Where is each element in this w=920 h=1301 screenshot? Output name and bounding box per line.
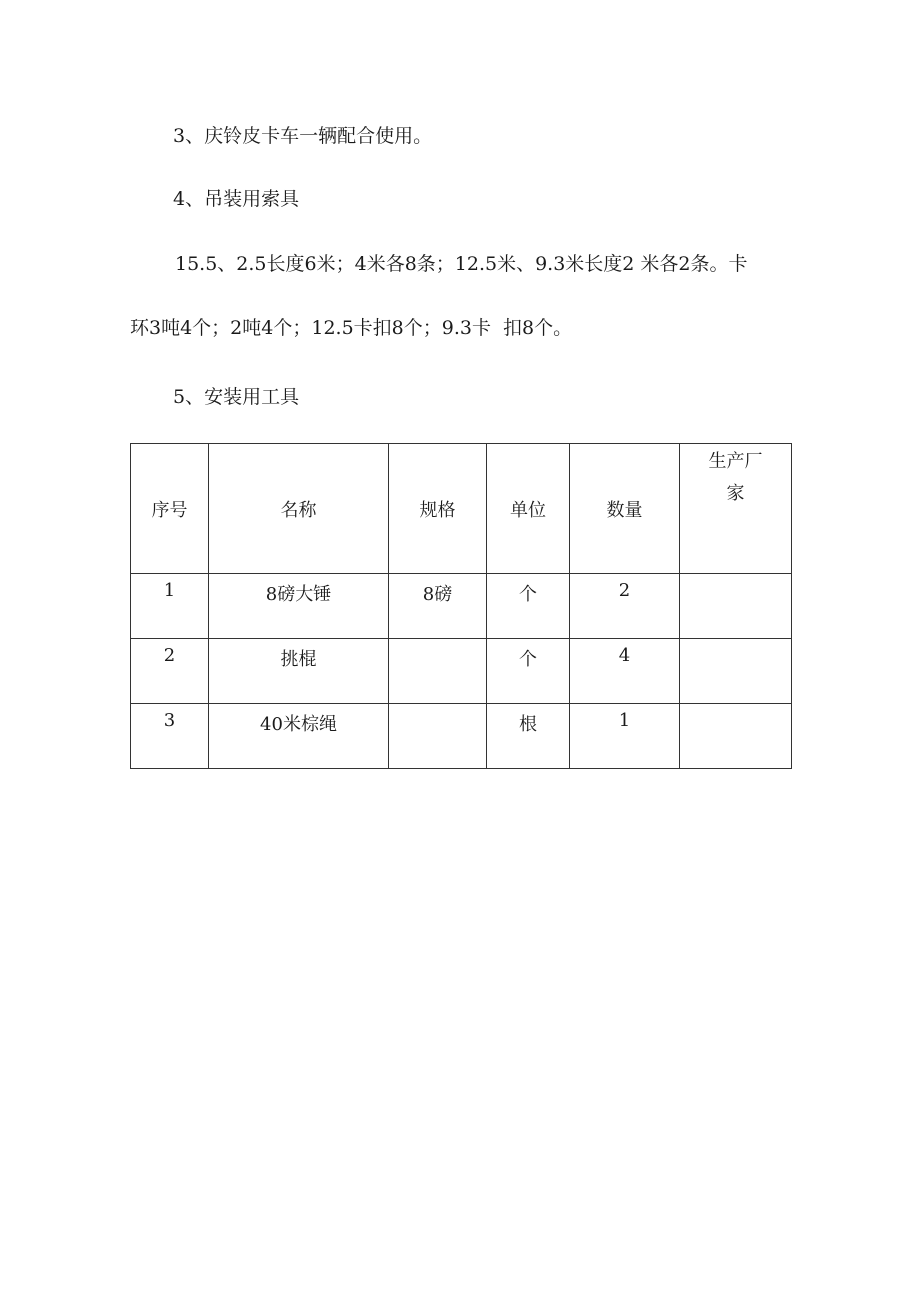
item-5-heading: 5、安装用工具 <box>173 386 300 408</box>
item-3-paragraph: 3、庆铃皮卡车一辆配合使用。 <box>173 125 433 147</box>
cell-qty: 2 <box>570 574 680 639</box>
rigging-details-line-2: 环3吨4个；2吨4个；12.5卡扣8个；9.3卡 扣8个。 <box>130 317 573 339</box>
cell-unit: 个 <box>487 574 570 639</box>
cell-qty: 1 <box>570 704 680 769</box>
cell-seq: 3 <box>131 704 209 769</box>
cell-spec <box>389 639 487 704</box>
cell-seq: 2 <box>131 639 209 704</box>
cell-seq: 1 <box>131 574 209 639</box>
header-qty: 数量 <box>570 444 680 574</box>
cell-qty: 4 <box>570 639 680 704</box>
cell-spec <box>389 704 487 769</box>
header-maker-line-2: 家 <box>726 483 745 504</box>
cell-name: 40米棕绳 <box>209 704 389 769</box>
cell-maker <box>680 639 792 704</box>
cell-name: 挑棍 <box>209 639 389 704</box>
cell-spec: 8磅 <box>389 574 487 639</box>
header-spec: 规格 <box>389 444 487 574</box>
cell-unit: 个 <box>487 639 570 704</box>
header-name: 名称 <box>209 444 389 574</box>
header-maker <box>680 444 792 574</box>
table-row <box>131 704 792 769</box>
cell-name: 8磅大锤 <box>209 574 389 639</box>
item-4-heading: 4、吊装用索具 <box>173 188 300 210</box>
tools-table <box>130 443 792 769</box>
cell-unit: 根 <box>487 704 570 769</box>
cell-maker <box>680 574 792 639</box>
rigging-details-line-1: 15.5、2.5长度6米；4米各8条；12.5米、9.3米长度2 米各2条。卡 <box>175 253 748 275</box>
table-header-row <box>131 444 792 574</box>
table-row <box>131 574 792 639</box>
table-row <box>131 639 792 704</box>
header-unit: 单位 <box>487 444 570 574</box>
header-maker-line-1: 生产厂 <box>708 451 763 472</box>
cell-maker <box>680 704 792 769</box>
header-seq: 序号 <box>131 444 209 574</box>
